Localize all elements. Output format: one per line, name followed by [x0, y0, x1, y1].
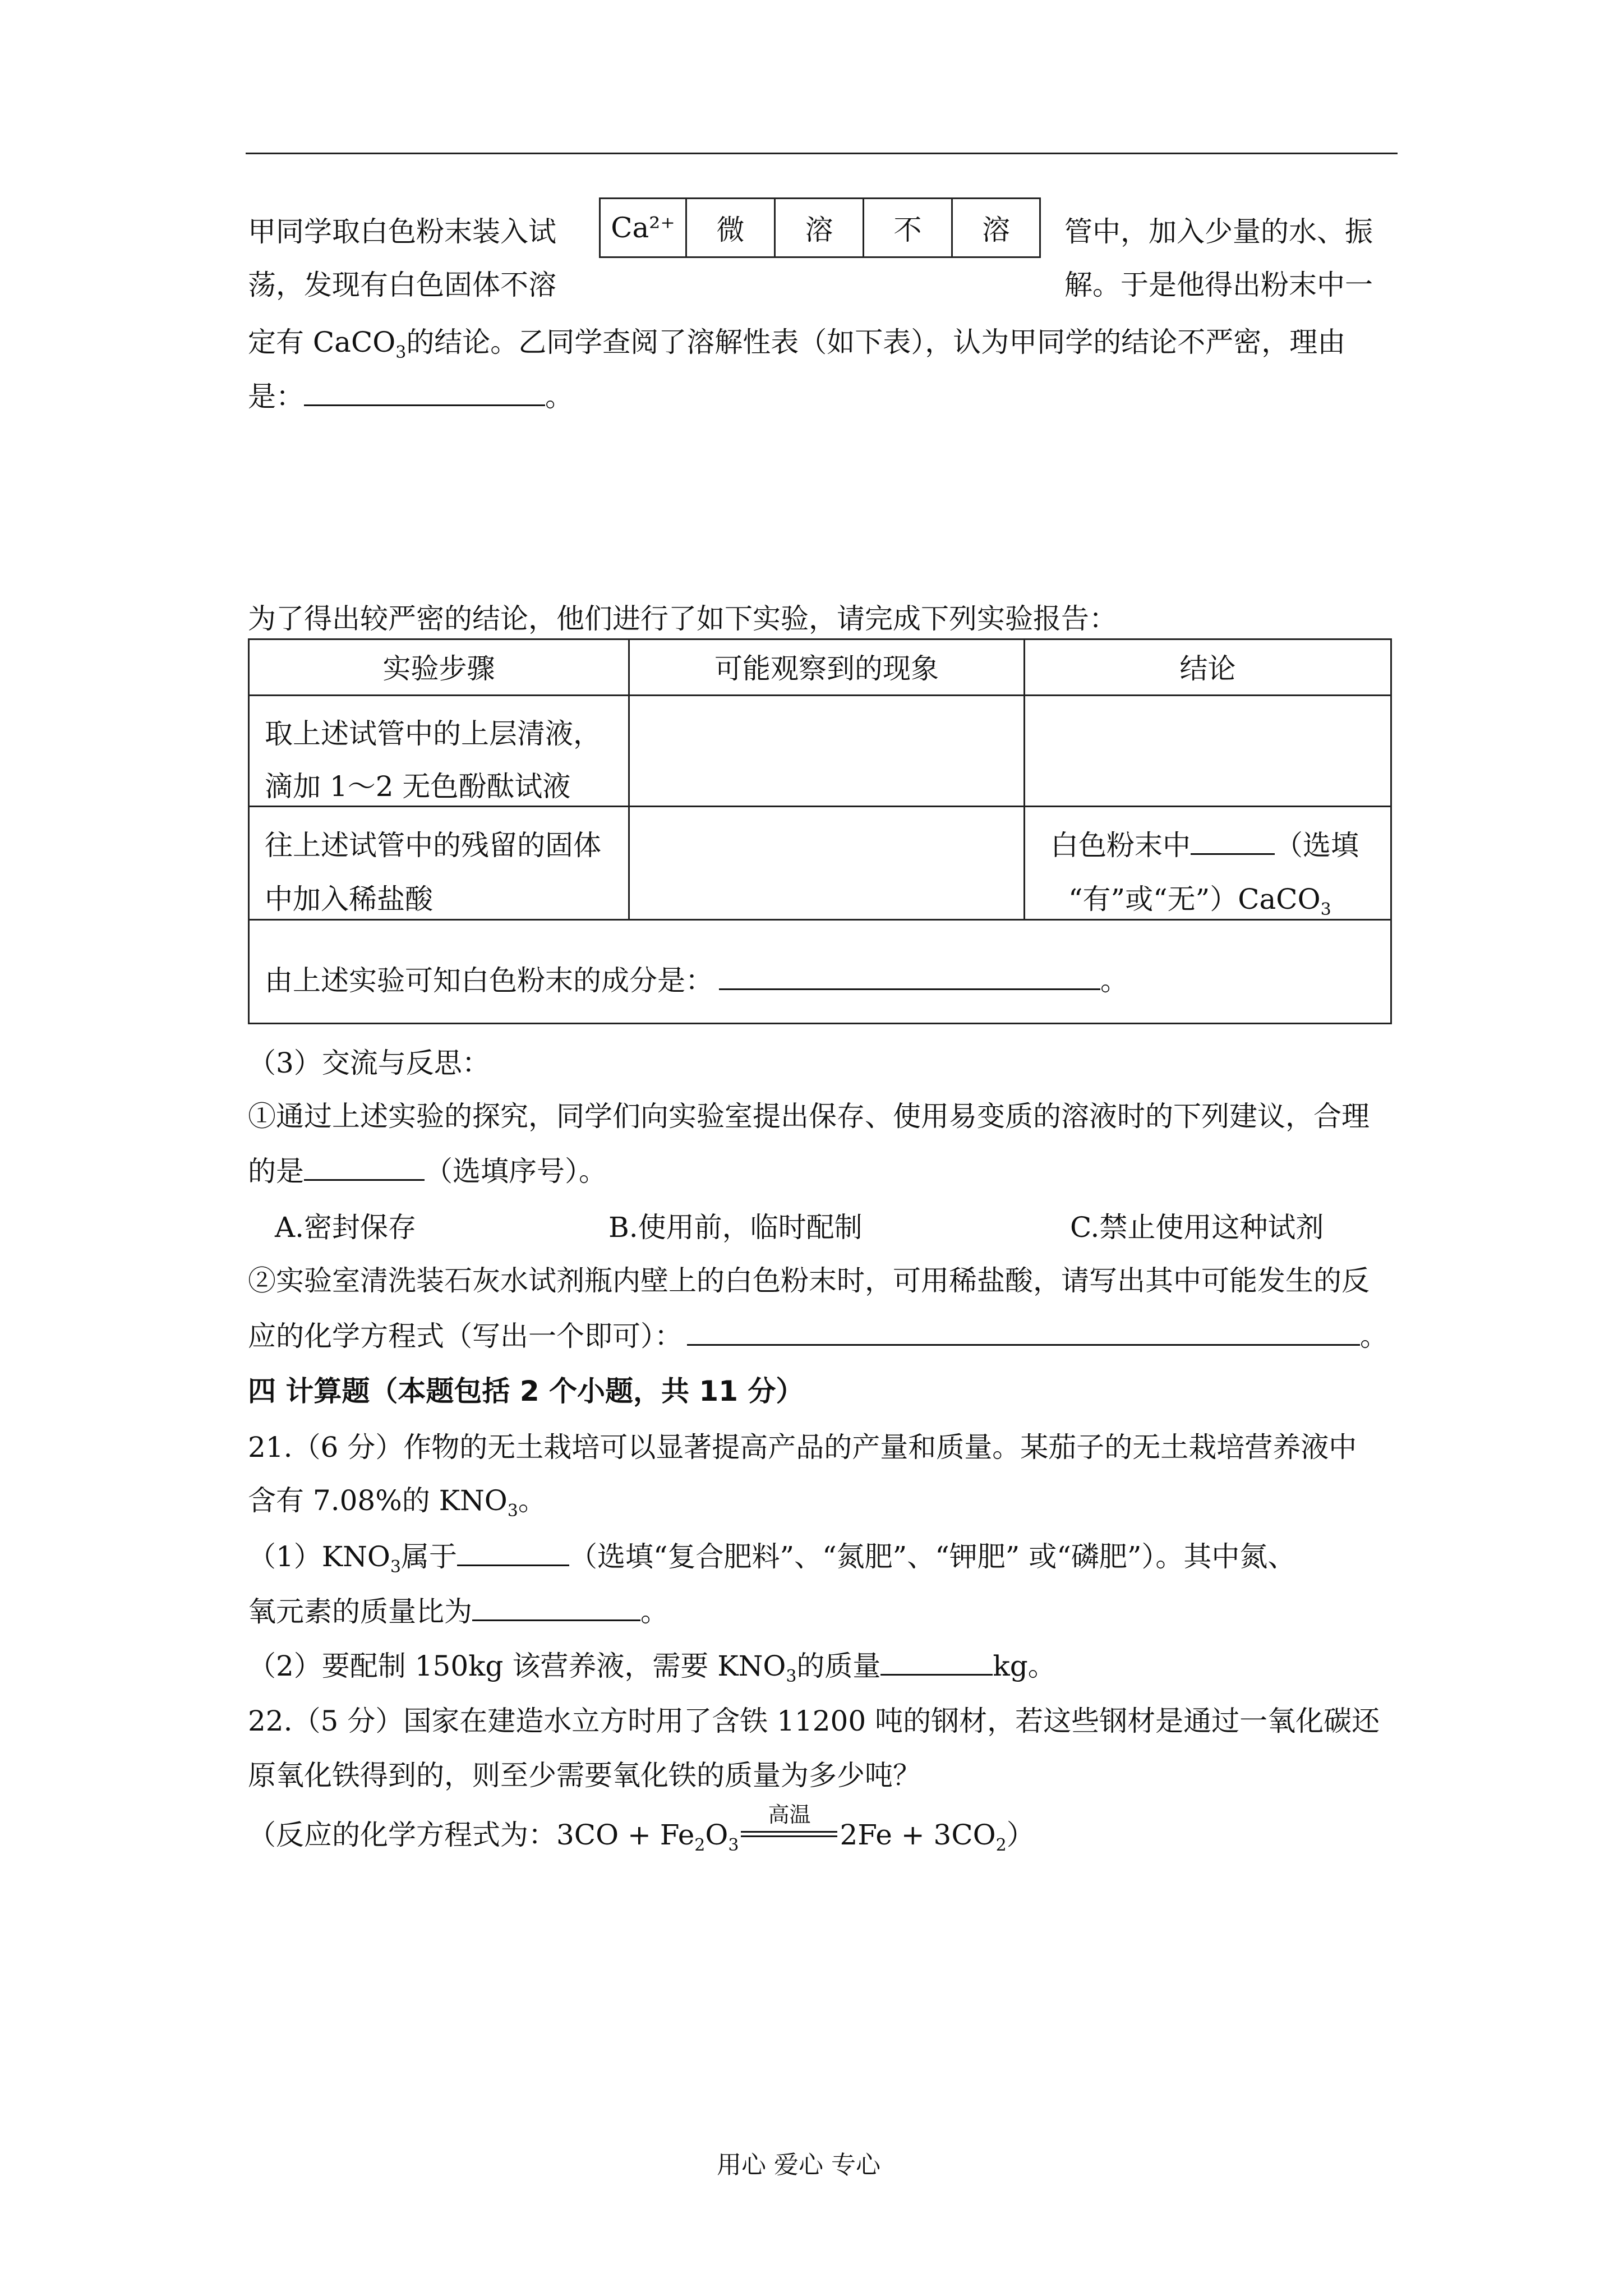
para1-line2-right: 解。于是他得出粉末中一 [1064, 269, 1373, 301]
row2-step-line1: 往上述试管中的残留的固体 [265, 829, 601, 862]
answer-blank[interactable] [304, 383, 545, 406]
reflection-title: （3）交流与反思： [248, 1047, 490, 1079]
q21-1-line1: $(1)KNO_3$属于 （选填“复合肥料”、“氮肥”、“钾肥” 或“磷肥”）。其中氮、 [248, 1540, 1296, 1577]
row2-conclusion-line1: 白色粉末中 （选填 [1050, 829, 1359, 862]
experiment-intro: 为了得出较严密的结论，他们进行了如下实验，请完成下列实验报告： [248, 602, 1117, 635]
answer-blank[interactable] [880, 1653, 993, 1676]
answer-blank[interactable] [457, 1543, 569, 1566]
row2-conclusion-line2: “有”或“无”）CaCO$_3$ [1068, 883, 1331, 919]
para1-line4: 是： 。 [248, 380, 573, 413]
row3-summary: 由上述实验可知白色粉末的成分是： 。 [265, 964, 1128, 997]
q2-line1: ②实验室清洗装石灰水试剂瓶内壁上的白色粉末时，可用稀盐酸，请写出其中可能发生的反 [248, 1264, 1370, 1297]
answer-blank[interactable] [719, 967, 1100, 990]
experiment-table [248, 638, 1392, 1024]
option-b: B.使用前，临时配制 [608, 1211, 863, 1244]
row1-step-line2: 滴加 1～2 无色酚酞试液 [265, 770, 571, 803]
row1-step-line1: 取上述试管中的上层清液， [265, 717, 601, 750]
para1-line2-left: 荡，发现有白色固体不溶 [248, 269, 556, 301]
ion-cell: 不 [864, 199, 953, 256]
q21-2: （2）要配制 150kg 该营养液，需要 $KNO_3$的质量 kg。 [248, 1650, 1056, 1686]
q1-line2: 的是 （选填序号）。 [248, 1155, 607, 1188]
ion-cell: 溶 [776, 199, 864, 256]
ion-cell: 溶 [982, 214, 1010, 246]
answer-blank[interactable] [472, 1598, 640, 1621]
header-rule [246, 153, 1398, 154]
option-c: C.禁止使用这种试剂 [1070, 1211, 1324, 1244]
section4-heading: 四 计算题（本题包括 2 个小题，共 11 分） [248, 1375, 804, 1407]
reaction-condition-arrow [741, 1802, 837, 1844]
page-footer: 用心 爱心 专心 [717, 2151, 880, 2179]
q22-line2: 原氧化铁得到的，则至少需要氧化铁的质量为多少吨？ [248, 1759, 921, 1792]
ion-cell: Ca²⁺ [601, 199, 687, 256]
q22-line1: 22.（5 分）国家在建造水立方时用了含铁 11200 吨的钢材，若这些钢材是通过一氧化碳还 [248, 1705, 1380, 1737]
reaction-equation: （反应的化学方程式为：$3CO + Fe_2O_3$ 高温 $2Fe + 3CO_2$） [248, 1802, 1035, 1855]
answer-blank[interactable] [304, 1158, 425, 1181]
para1-line3: 定有 CaCO$_3$的结论。乙同学查阅了溶解性表（如下表），认为甲同学的结论不严密，理由 [248, 326, 1346, 362]
option-a: A.密封保存 [275, 1211, 417, 1244]
q21-1-line2: 氧元素的质量比为 。 [248, 1595, 668, 1628]
header-phenomenon: 可能观察到的现象 [714, 652, 939, 685]
q21-line1: 21.（6 分）作物的无土栽培可以显著提高产品的产量和质量。某茄子的无土栽培营养液中 [248, 1431, 1357, 1464]
header-step: 实验步骤 [382, 652, 495, 685]
answer-blank[interactable] [687, 1323, 1360, 1346]
solubility-table [599, 197, 1041, 258]
reaction-condition: 高温 [768, 1802, 811, 1827]
q1-line1: ①通过上述实验的探究，同学们向实验室提出保存、使用易变质的溶液时的下列建议，合理 [248, 1100, 1370, 1133]
q21-line2: 含有 7.08%的 $KNO_3$。 [248, 1484, 546, 1521]
para1-line1-right: 管中，加入少量的水、振 [1064, 215, 1373, 248]
answer-blank[interactable] [1191, 832, 1275, 855]
header-conclusion: 结论 [1179, 652, 1236, 685]
q2-line2: 应的化学方程式（写出一个即可）： 。 [248, 1320, 1388, 1352]
row2-step-line2: 中加入稀盐酸 [265, 883, 433, 915]
para1-line1-left: 甲同学取白色粉末装入试 [248, 215, 556, 248]
ion-cell: 微 [687, 199, 776, 256]
